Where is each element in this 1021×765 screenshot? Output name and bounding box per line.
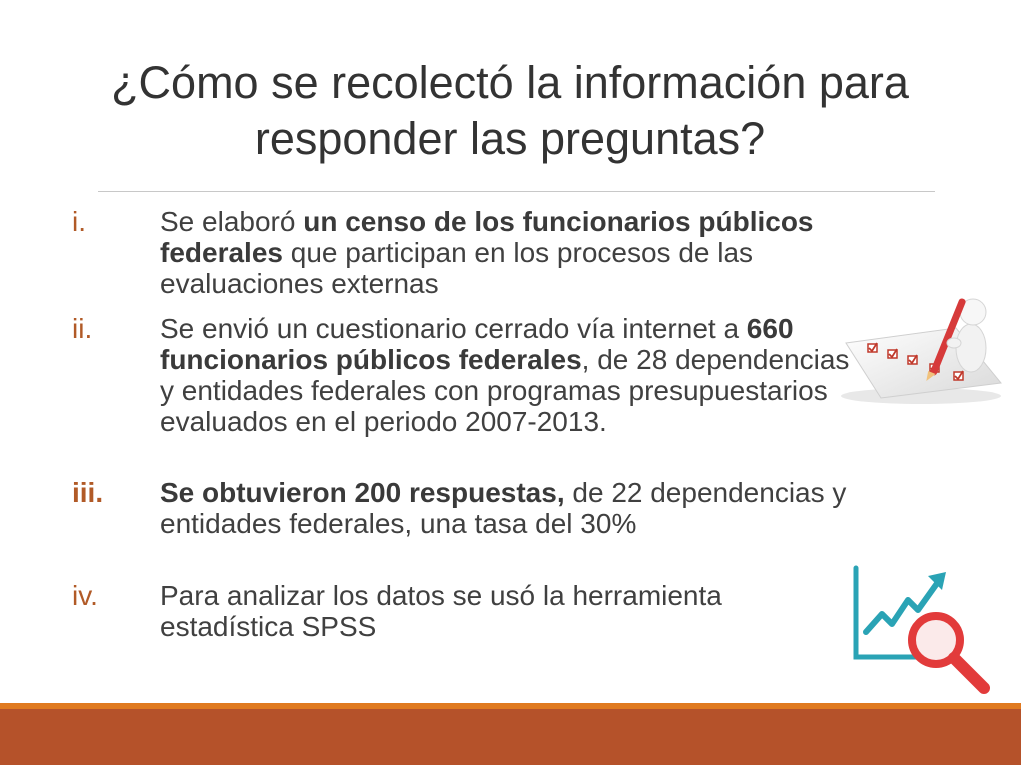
list-item-text	[160, 477, 860, 539]
footer-bar	[0, 709, 1021, 765]
list-numeral: iii.	[72, 477, 104, 508]
emphasis-text: un censo de los funcionarios públicos federales	[160, 206, 814, 268]
body-text: Se envió un cuestionario cerrado vía internet a	[160, 313, 747, 344]
emphasis-text: Se obtuvieron 200 respuestas,	[160, 477, 565, 508]
body-text: , de 28 dependencias y entidades federales con programas presupuestarios evaluados en el periodo 2007-2013.	[160, 344, 850, 437]
body-text: Se elaboró	[160, 206, 304, 237]
emphasis-text: 660 funcionarios públicos federales	[160, 313, 794, 375]
list-numeral: ii.	[72, 313, 93, 344]
title-divider	[98, 191, 935, 192]
chart-magnifier-icon	[846, 562, 996, 707]
body-text: Para analizar los datos se usó la herramienta estadística SPSS	[160, 580, 722, 642]
list-numeral: i.	[72, 206, 86, 237]
slide-title: ¿Cómo se recolectó la información para responder las preguntas?	[111, 57, 909, 164]
body-text: que participan en los procesos de las evaluaciones externas	[160, 237, 754, 299]
body-text: de 22 dependencias y entidades federales, una tasa del 30%	[160, 477, 847, 539]
survey-checklist-figure-icon	[836, 288, 1006, 408]
list-item-text	[160, 206, 860, 299]
list-numeral: iv.	[72, 580, 98, 611]
list-item-text	[160, 580, 860, 642]
list-item-text	[160, 313, 860, 437]
